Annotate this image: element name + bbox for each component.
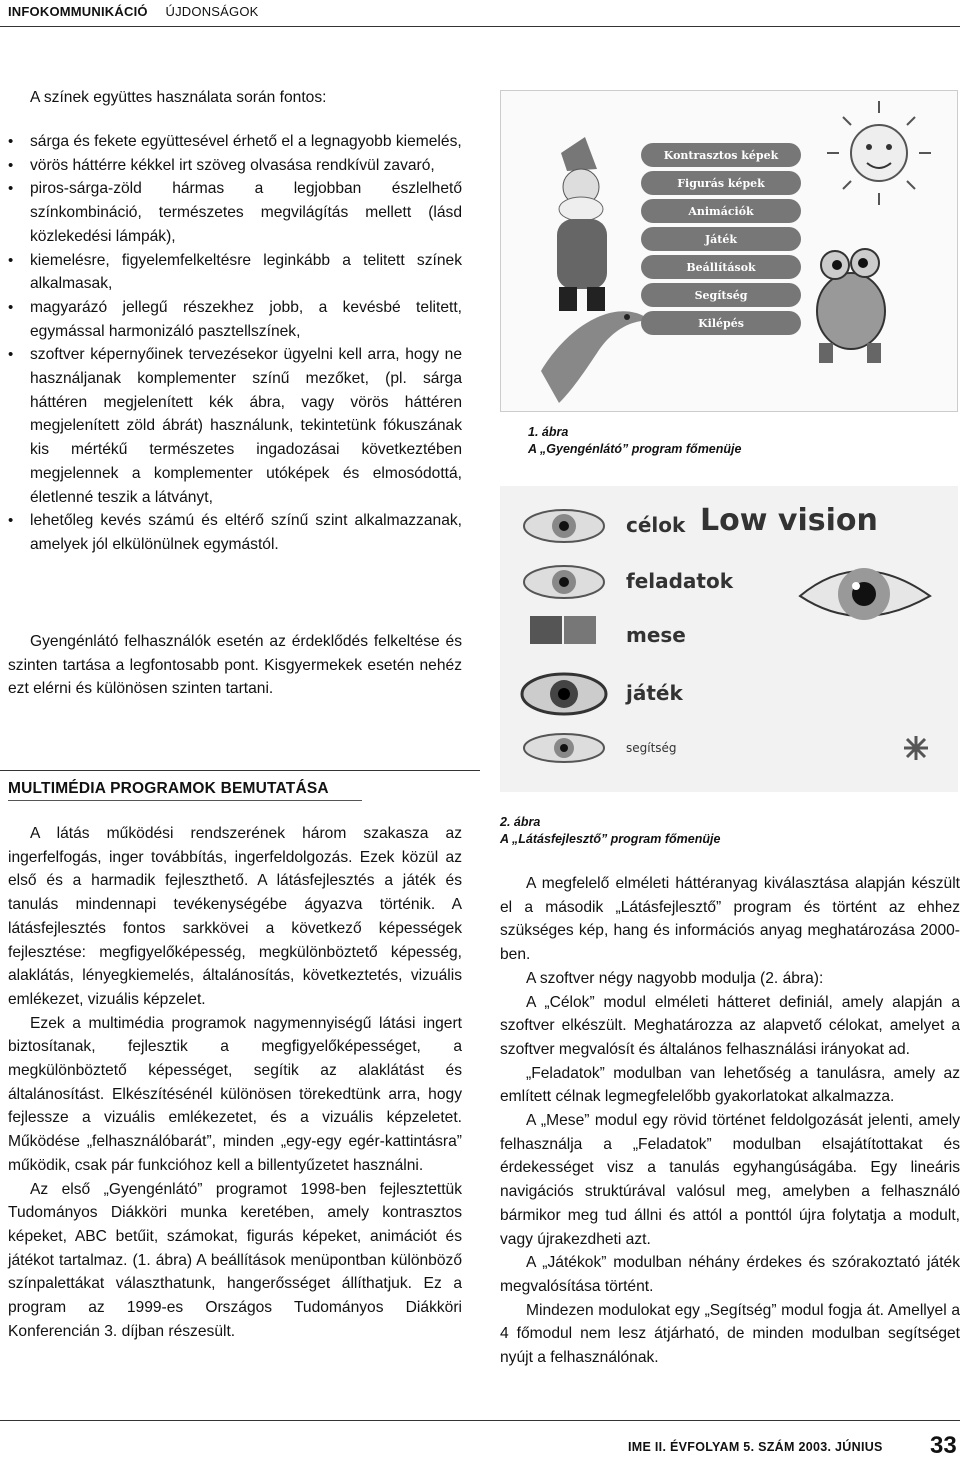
menu-item-help: Segítség <box>694 289 748 302</box>
menu-item-contrast: Kontrasztos képek <box>663 149 779 162</box>
figure-2-number: 2. ábra <box>500 815 541 829</box>
header-rule <box>0 26 960 27</box>
list-item: • sárga és fekete együttesével érhető el a legnagyobb kiemelés, <box>8 130 462 154</box>
body-paragraph: „Feladatok” modulban van lehetőség a tanulásra, amely az említett célnak legmegfelelőbb gyakorlatokat alkalmazza. <box>500 1064 960 1106</box>
list-item: • magyarázó jellegű részekhez jobb, a kevésbé telitett, egymással harmonizáló pasztellszínek, <box>8 296 462 343</box>
menu-item-exit: Kilépés <box>698 317 744 330</box>
figure-1-caption <box>528 424 948 458</box>
section-title: MULTIMÉDIA PROGRAMOK BEMUTATÁSA <box>8 780 329 797</box>
eye-icon <box>522 674 606 714</box>
footer-rule <box>0 1420 960 1421</box>
header-subsection: ÚJDONSÁGOK <box>165 4 259 19</box>
right-column-body <box>500 872 960 1370</box>
intro-text: A színek együttes használata során fontos: <box>30 89 327 106</box>
list-item: • vörös háttérre kékkel irt szöveg olvasása rendkívül zavaró, <box>8 154 462 178</box>
figure-1-caption-text: A „Gyengénlátó” program főmenüje <box>528 442 742 456</box>
eye-icon <box>524 510 604 542</box>
eye-icon <box>524 734 604 762</box>
figure-2-caption-text: A „Látásfejlesztő” program főmenüje <box>500 832 721 846</box>
menu-item-goals: célok <box>626 513 686 537</box>
header-section: INFOKOMMUNIKÁCIÓ <box>8 4 148 19</box>
figure-2-title: Low vision <box>700 503 878 538</box>
eye-icon <box>524 566 604 598</box>
menu-item-game: Játék <box>704 233 738 246</box>
left-column-body <box>8 822 462 1343</box>
body-paragraph: Mindezen modulokat egy „Segítség” modul fogja át. Amellyel a 4 főmodul nem lesz átjárható, de minden modulban segítséget nyújt a felhasználónak. <box>500 1301 960 1367</box>
list-item: • lehetőleg kevés számú és eltérő színű szint alkalmazzanak, amelyek jól elkülönülnek egymástól. <box>8 509 462 556</box>
menu-item-game: játék <box>626 681 683 705</box>
frog-illustration <box>817 249 885 363</box>
asterisk-icon <box>904 736 928 760</box>
list-item: • kiemelésre, figyelemfelkeltésre leginkább a telitett színek alkalmasak, <box>8 249 462 296</box>
body-paragraph: A látás működési rendszerének három szakasza az ingerfelfogás, inger továbbítás, ingerfeldolgozás. Ezek közül az első és a harmadik fejleszthető. A látásfejlesztés a játék és tanulás mindennapi tevékenységébe ágyazva történik. A látásfejlesztés fontos sarkkövei a következő képességek fejlesztése: megfigyelőképesség, megkülönböztető képesség, alaklátás, lényegkiemelés, általánosítás, következtetés, vizuális emlékezet, vizuális képzelet. <box>8 825 462 1008</box>
figure-2-image <box>500 486 958 792</box>
body-paragraph: A „Játékok” modulban néhány érdekes és szórakoztató játék megvalósítása történt. <box>500 1254 960 1295</box>
footer-journal: IME II. ÉVFOLYAM 5. SZÁM 2003. JÚNIUS <box>628 1440 883 1454</box>
body-paragraph: Ezek a multimédia programok nagymennyiségű látási ingert biztosítanak, fejlesztik a megfigyelőképességet, a megkülönböztető képességet, segítik az alaklátást és általánosítást. Elkészítésénél különösen törekedtünk arra, hogy fejlessze a vizuális emlékezetet, és a vizuális képzeletet. Működése „felhasználóbarát”, minden „egy-egy egér-kattintásra” működik, csak pár funkcióhoz kell a billentyűzetet használni. <box>8 1014 462 1174</box>
figure-1-menu <box>641 143 801 335</box>
paragraph-low-vision-users: Gyengénlátó felhasználók esetén az érdeklődés felkeltése és szinten tartása a legfontosabb pont. Kisgyermekek esetén nehéz ezt elérni és különösen szinten tartani. <box>8 633 462 698</box>
menu-item-help: segítség <box>626 741 677 755</box>
body-paragraph: A „Célok” modul elméleti hátteret definiál, amely alapján a szoftver elkészült. Meghatározza az alapvető célokat, amelyet a szoftver megvalósít és általános felhasználási irányokat ad. <box>500 993 960 1058</box>
page-number: 33 <box>930 1432 957 1459</box>
body-paragraph: A megfelelő elméleti háttéranyag kiválasztása alapján készült el a második „Látásfejlesztő” program és történt az ehhez szükséges kép, hang és információs anyag meghatározása 2000-ben. <box>500 875 960 964</box>
figure-2-caption <box>500 814 940 848</box>
running-header <box>8 4 259 19</box>
menu-item-animations: Animációk <box>688 205 754 218</box>
figure-1-number: 1. ábra <box>528 425 569 439</box>
figure-1-image <box>500 90 958 412</box>
list-item: • szoftver képernyőinek tervezésekor ügyelni kell arra, hogy ne használjanak komplementer színű mezőket, (pl. sárga háttéren megjelenített kék ábra, vagy vörös háttéren megjelenített zöld ábrát) használunk, tekintetünk fókuszának kis mértékű természetes ingadozásai következtében megjelennek a komplementer utóképek és elmosódottá, életlenné teszik a látványt, <box>8 343 462 509</box>
menu-item-story: mese <box>626 623 686 647</box>
menu-item-tasks: feladatok <box>626 569 734 593</box>
body-paragraph: Az első „Gyengénlátó” programot 1998-ben fejlesztettük Tudományos Diákköri munka keretében, amely kontrasztos képeket, ABC betűit, számokat, figurás képeket, animációt és játékot tartalmaz. (1. ábra) A beállítások menüpontban különböző színpalettákat választhatunk, hangerősséget állíthatjuk. Ez a program az 1999-es Országos Tudományos Diákköri Konferencián 3. díjban részesült. <box>8 1180 462 1340</box>
body-paragraph: A szoftver négy nagyobb modulja (2. ábra): <box>526 969 824 987</box>
menu-item-figures: Figurás képek <box>677 177 765 190</box>
section-rule <box>0 770 480 771</box>
list-item: • piros-sárga-zöld hármas a legjobban észlelhető színkombináció, természetes megvilágítás mellett (lásd közlekedési lámpák), <box>8 177 462 248</box>
body-paragraph: A „Mese” modul egy rövid történet feldolgozását jelenti, amely felhasználja a „Feladatok” modulban elsajátítottakat és érdekességet visz a tanulás egyhangúságába. Egy lineáris navigációs struktúrával valósul meg, amelyben a felhasználó bármikor meg tud állni és attól a ponttól újra folytatja a modult, vagy újrakezdheti azt. <box>500 1112 960 1248</box>
color-rules-list <box>8 130 462 557</box>
section-title-underline <box>8 800 362 801</box>
menu-item-settings: Beállítások <box>686 261 756 274</box>
